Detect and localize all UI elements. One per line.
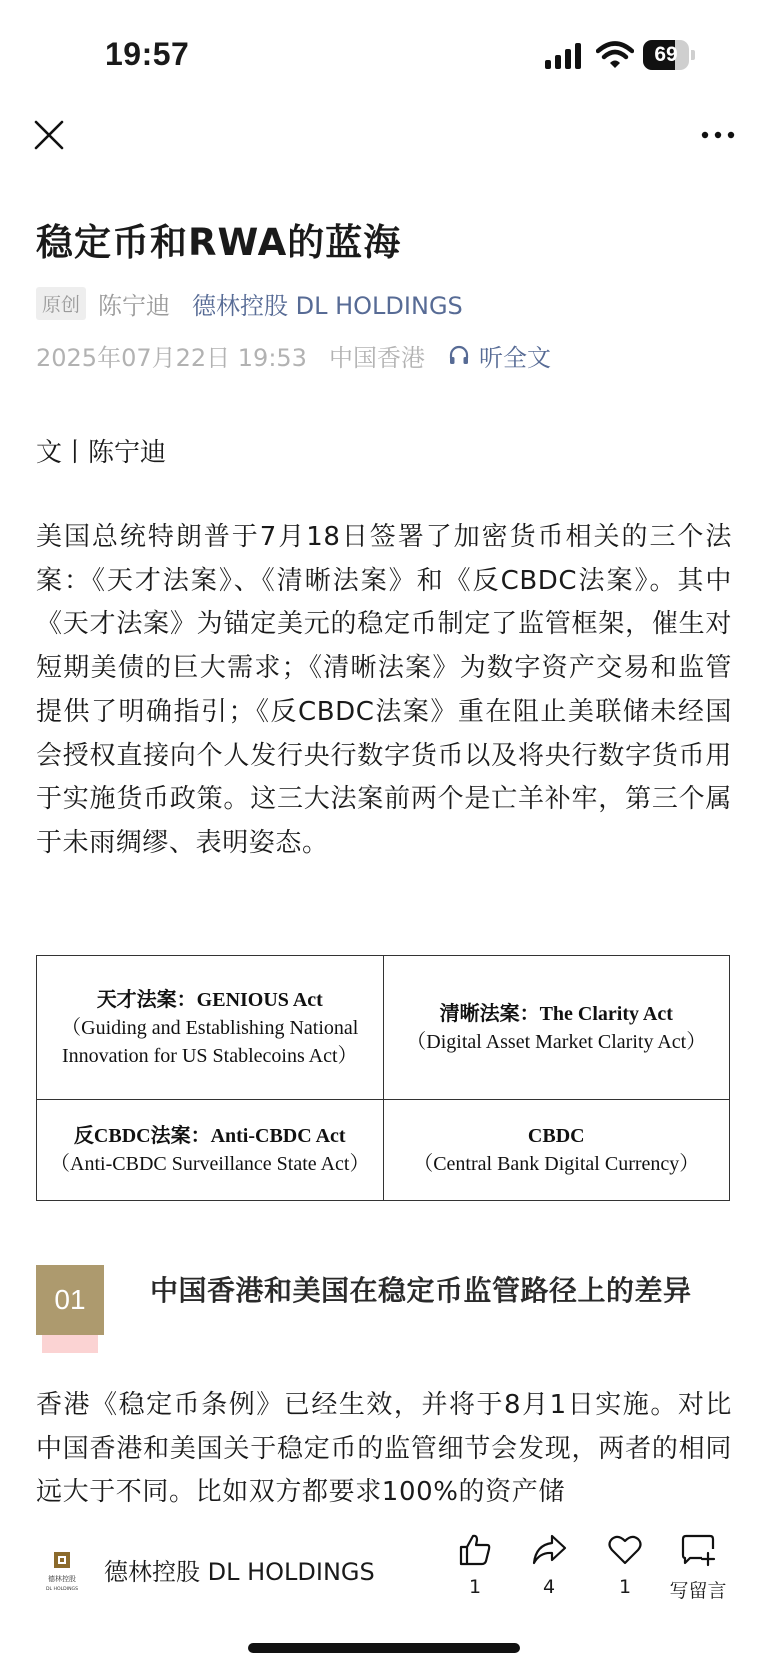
- article-meta-author-row: [36, 286, 463, 320]
- battery-percentage: 69: [654, 43, 678, 66]
- wifi-icon: [596, 40, 634, 70]
- section-badge-accent: [42, 1333, 98, 1353]
- signal-icon: [544, 42, 584, 70]
- table-cell-title: 清晰法案：The Clarity Act: [439, 1002, 673, 1025]
- more-icon[interactable]: [700, 128, 736, 142]
- acts-table: [36, 955, 730, 1201]
- bottom-account-name[interactable]: 德林控股 DL HOLDINGS: [104, 1558, 375, 1586]
- logo-text: 德林控股: [48, 1575, 76, 1583]
- like-button[interactable]: [440, 1532, 510, 1598]
- home-indicator: [248, 1643, 520, 1653]
- account-logo[interactable]: [44, 1550, 80, 1594]
- heart-count: 1: [618, 1576, 632, 1598]
- headphones-icon: [447, 343, 471, 367]
- heart-button[interactable]: [590, 1532, 660, 1598]
- share-count: 4: [542, 1576, 556, 1598]
- original-badge: 原创: [36, 287, 86, 320]
- bottom-action-bar: [0, 1510, 768, 1669]
- battery-indicator: [643, 40, 695, 70]
- close-icon[interactable]: [32, 118, 66, 152]
- section-number-badge: 01: [36, 1265, 104, 1335]
- status-bar: [0, 0, 768, 110]
- section-heading: 中国香港和美国在稳定币监管路径上的差异: [150, 1274, 692, 1307]
- table-cell-title: CBDC: [527, 1125, 585, 1148]
- table-cell-subtitle: （Digital Asset Market Clarity Act）: [406, 1030, 707, 1053]
- share-arrow-icon: [531, 1532, 567, 1568]
- listen-label: 听全文: [478, 343, 551, 372]
- table-cell-subtitle: （Central Bank Digital Currency）: [413, 1153, 700, 1176]
- logo-subtext: DL HOLDINGS: [46, 1587, 78, 1592]
- table-cell-cbdc: [383, 1100, 730, 1201]
- like-count: 1: [468, 1576, 482, 1598]
- table-cell-genius-act: [37, 956, 384, 1100]
- table-cell-subtitle: （Anti-CBDC Surveillance State Act）: [50, 1153, 370, 1176]
- heart-icon: [607, 1532, 643, 1568]
- table-cell-title: 反CBDC法案：Anti-CBDC Act: [73, 1125, 346, 1148]
- author-name: 陈宁迪: [98, 291, 171, 320]
- comment-label: 写留言: [669, 1580, 727, 1602]
- table-cell-title: 天才法案：GENIOUS Act: [96, 988, 323, 1011]
- publish-date: 2025年07月22日 19:53: [36, 343, 307, 372]
- publish-location: 中国香港: [328, 343, 425, 372]
- account-link[interactable]: 德林控股 DL HOLDINGS: [192, 291, 463, 320]
- share-button[interactable]: [514, 1532, 584, 1598]
- article-paragraph-1: 美国总统特朗普于7月18日签署了加密货币相关的三个法案：《天才法案》、《清晰法案》和《反CBDC法案》。其中《天才法案》为锚定美元的稳定币制定了监管框架，催生对短期美债的巨大需求；《清晰法案》为数字资产交易和监管提供了明确指引；《反CBDC法案》重在阻止美联储未经国会授权直接向个人发行央行数字货币以及将央行数字货币用于实施货币政策。这三大法案前两个是亡羊补牢，第三个属于未雨绸缪、表明姿态。: [36, 522, 732, 858]
- table-cell-anti-cbdc-act: [37, 1100, 384, 1201]
- table-cell-clarity-act: [383, 956, 730, 1100]
- article-title: 稳定币和RWA的蓝海: [36, 221, 402, 264]
- thumbs-up-icon: [457, 1532, 493, 1568]
- article-meta-date-row: [36, 338, 551, 372]
- comment-icon: [680, 1532, 716, 1568]
- status-time: 19:57: [105, 36, 190, 72]
- byline: 文丨陈宁迪: [36, 438, 167, 468]
- listen-button[interactable]: [447, 338, 551, 373]
- comment-button[interactable]: [663, 1532, 733, 1603]
- table-cell-subtitle: （Guiding and Establishing National Innovation for US Stablecoins Act）: [61, 1016, 359, 1067]
- article-paragraph-2: 香港《稳定币条例》已经生效，并将于8月1日实施。对比中国香港和美国关于稳定币的监管细节会发现，两者的相同远大于不同。比如双方都要求100%的资产储: [36, 1390, 732, 1508]
